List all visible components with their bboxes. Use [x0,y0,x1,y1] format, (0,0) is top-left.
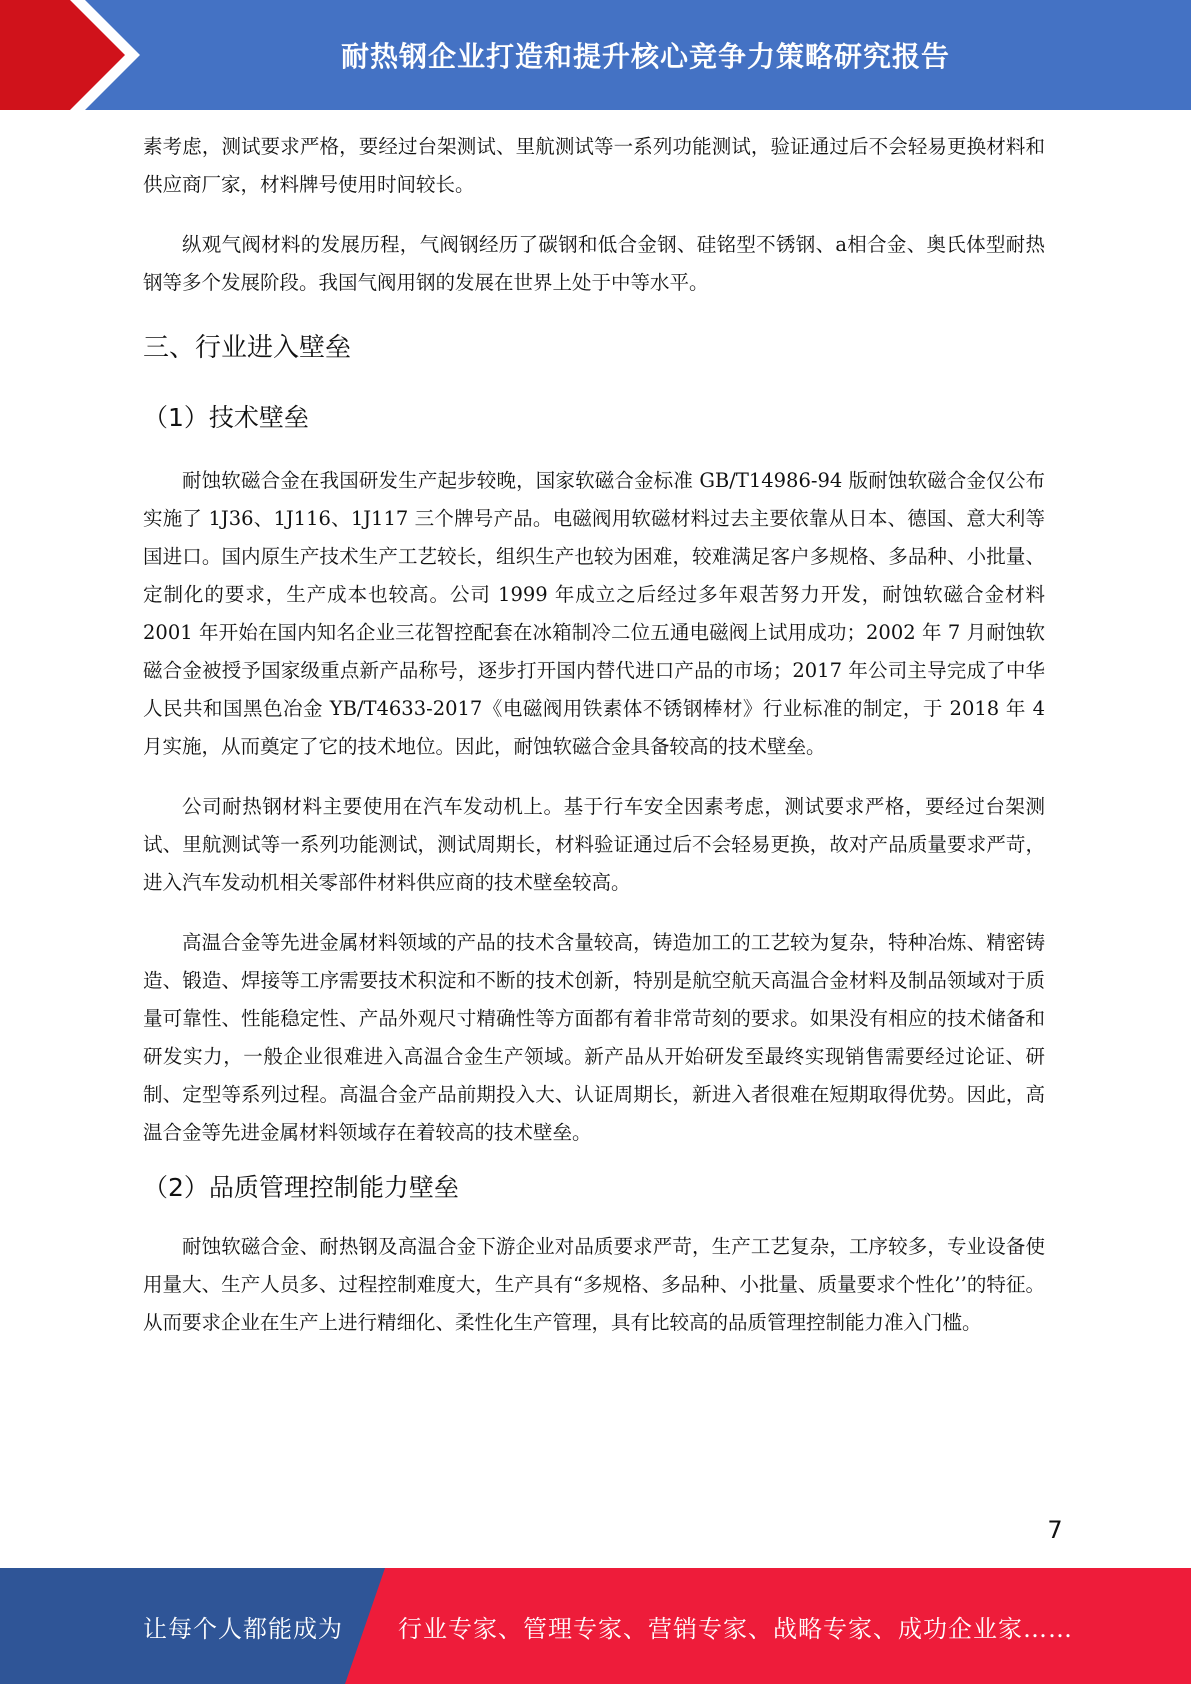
footer-slogan-left: 让每个人都能成为 [143,1614,343,1643]
footer-slogan-right: 行业专家、管理专家、营销专家、战略专家、成功企业家…… [398,1614,1073,1643]
paragraph-tech-1: 耐蚀软磁合金在我国研发生产起步较晚，国家软磁合金标准 GB/T14986-94 版耐蚀软磁合金仅公布实施了 1J36、1J116、1J117 三个牌号产品。电磁阀用软磁材料过去主要依靠从日本、德国、意大利等国进口。国内原生产技术生产工艺较长，组织生产也较为困难，较难满足客户多规格、多品种、小批量、定制化的要求，生产成本也较高。公司 1999 年成立之后经过多年艰苦努力开发，耐蚀软磁合金材料 2001 年开始在国内知名企业三花智控配套在冰箱制冷二位五通电磁阀上试用成功；2002 年 7 月耐蚀软磁合金被授予国家级重点新产品称号，逐步打开国内替代进口产品的市场；2017 年公司主导完成了中华人民共和国黑色冶金 YB/T4633-2017《电磁阀用铁素体不锈钢棒材》行业标准的制定，于 2018 年 4 月实施，从而奠定了它的技术地位。因此，耐蚀软磁合金具备较高的技术壁垒。 [143,469,1045,758]
paragraph-quality: 耐蚀软磁合金、耐热钢及高温合金下游企业对品质要求严苛，生产工艺复杂，工序较多，专业设备使用量大、生产人员多、过程控制难度大，生产具有“多规格、多品种、小批量、质量要求个性化’’的特征。从而要求企业在生产上进行精细化、柔性化生产管理，具有比较高的品质管理控制能力准入门槛。 [143,1235,1045,1334]
paragraph-history: 纵观气阀材料的发展历程，气阀钢经历了碳钢和低合金钢、硅铭型不锈钢、a相合金、奥氏体型耐热钢等多个发展阶段。我国气阀用钢的发展在世界上处于中等水平。 [143,233,1045,294]
paragraph-tech-2: 公司耐热钢材料主要使用在汽车发动机上。基于行车安全因素考虑，测试要求严格，要经过台架测试、里航测试等一系列功能测试，测试周期长，材料验证通过后不会轻易更换，故对产品质量要求严苛，进入汽车发动机相关零部件材料供应商的技术壁垒较高。 [143,795,1045,894]
section-title: 三、行业进入壁垒 [143,333,352,363]
subsection-title-quality: （2）品质管理控制能力壁垒 [143,1173,459,1202]
page-content [143,128,1045,1342]
paragraph-continued: 素考虑，测试要求严格，要经过台架测试、里航测试等一系列功能测试，验证通过后不会轻易更换材料和供应商厂家，材料牌号使用时间较长。 [143,135,1045,196]
chevron-arrow-icon [0,0,160,110]
page-number: 7 [1047,1516,1063,1544]
page-header [0,0,1191,110]
page-footer [0,1568,1191,1684]
paragraph-tech-3: 高温合金等先进金属材料领域的产品的技术含量较高，铸造加工的工艺较为复杂，特种冶炼、精密铸造、锻造、焊接等工序需要技术积淀和不断的技术创新，特别是航空航天高温合金材料及制品领域对于质量可靠性、性能稳定性、产品外观尺寸精确性等方面都有着非常苛刻的要求。如果没有相应的技术储备和研发实力，一般企业很难进入高温合金生产领域。新产品从开始研发至最终实现销售需要经过论证、研制、定型等系列过程。高温合金产品前期投入大、认证周期长，新进入者很难在短期取得优势。因此，高温合金等先进金属材料领域存在着较高的技术壁垒。 [143,931,1045,1144]
subsection-title-tech: （1）技术壁垒 [143,403,309,432]
report-title: 耐热钢企业打造和提升核心竞争力策略研究报告 [340,40,950,73]
